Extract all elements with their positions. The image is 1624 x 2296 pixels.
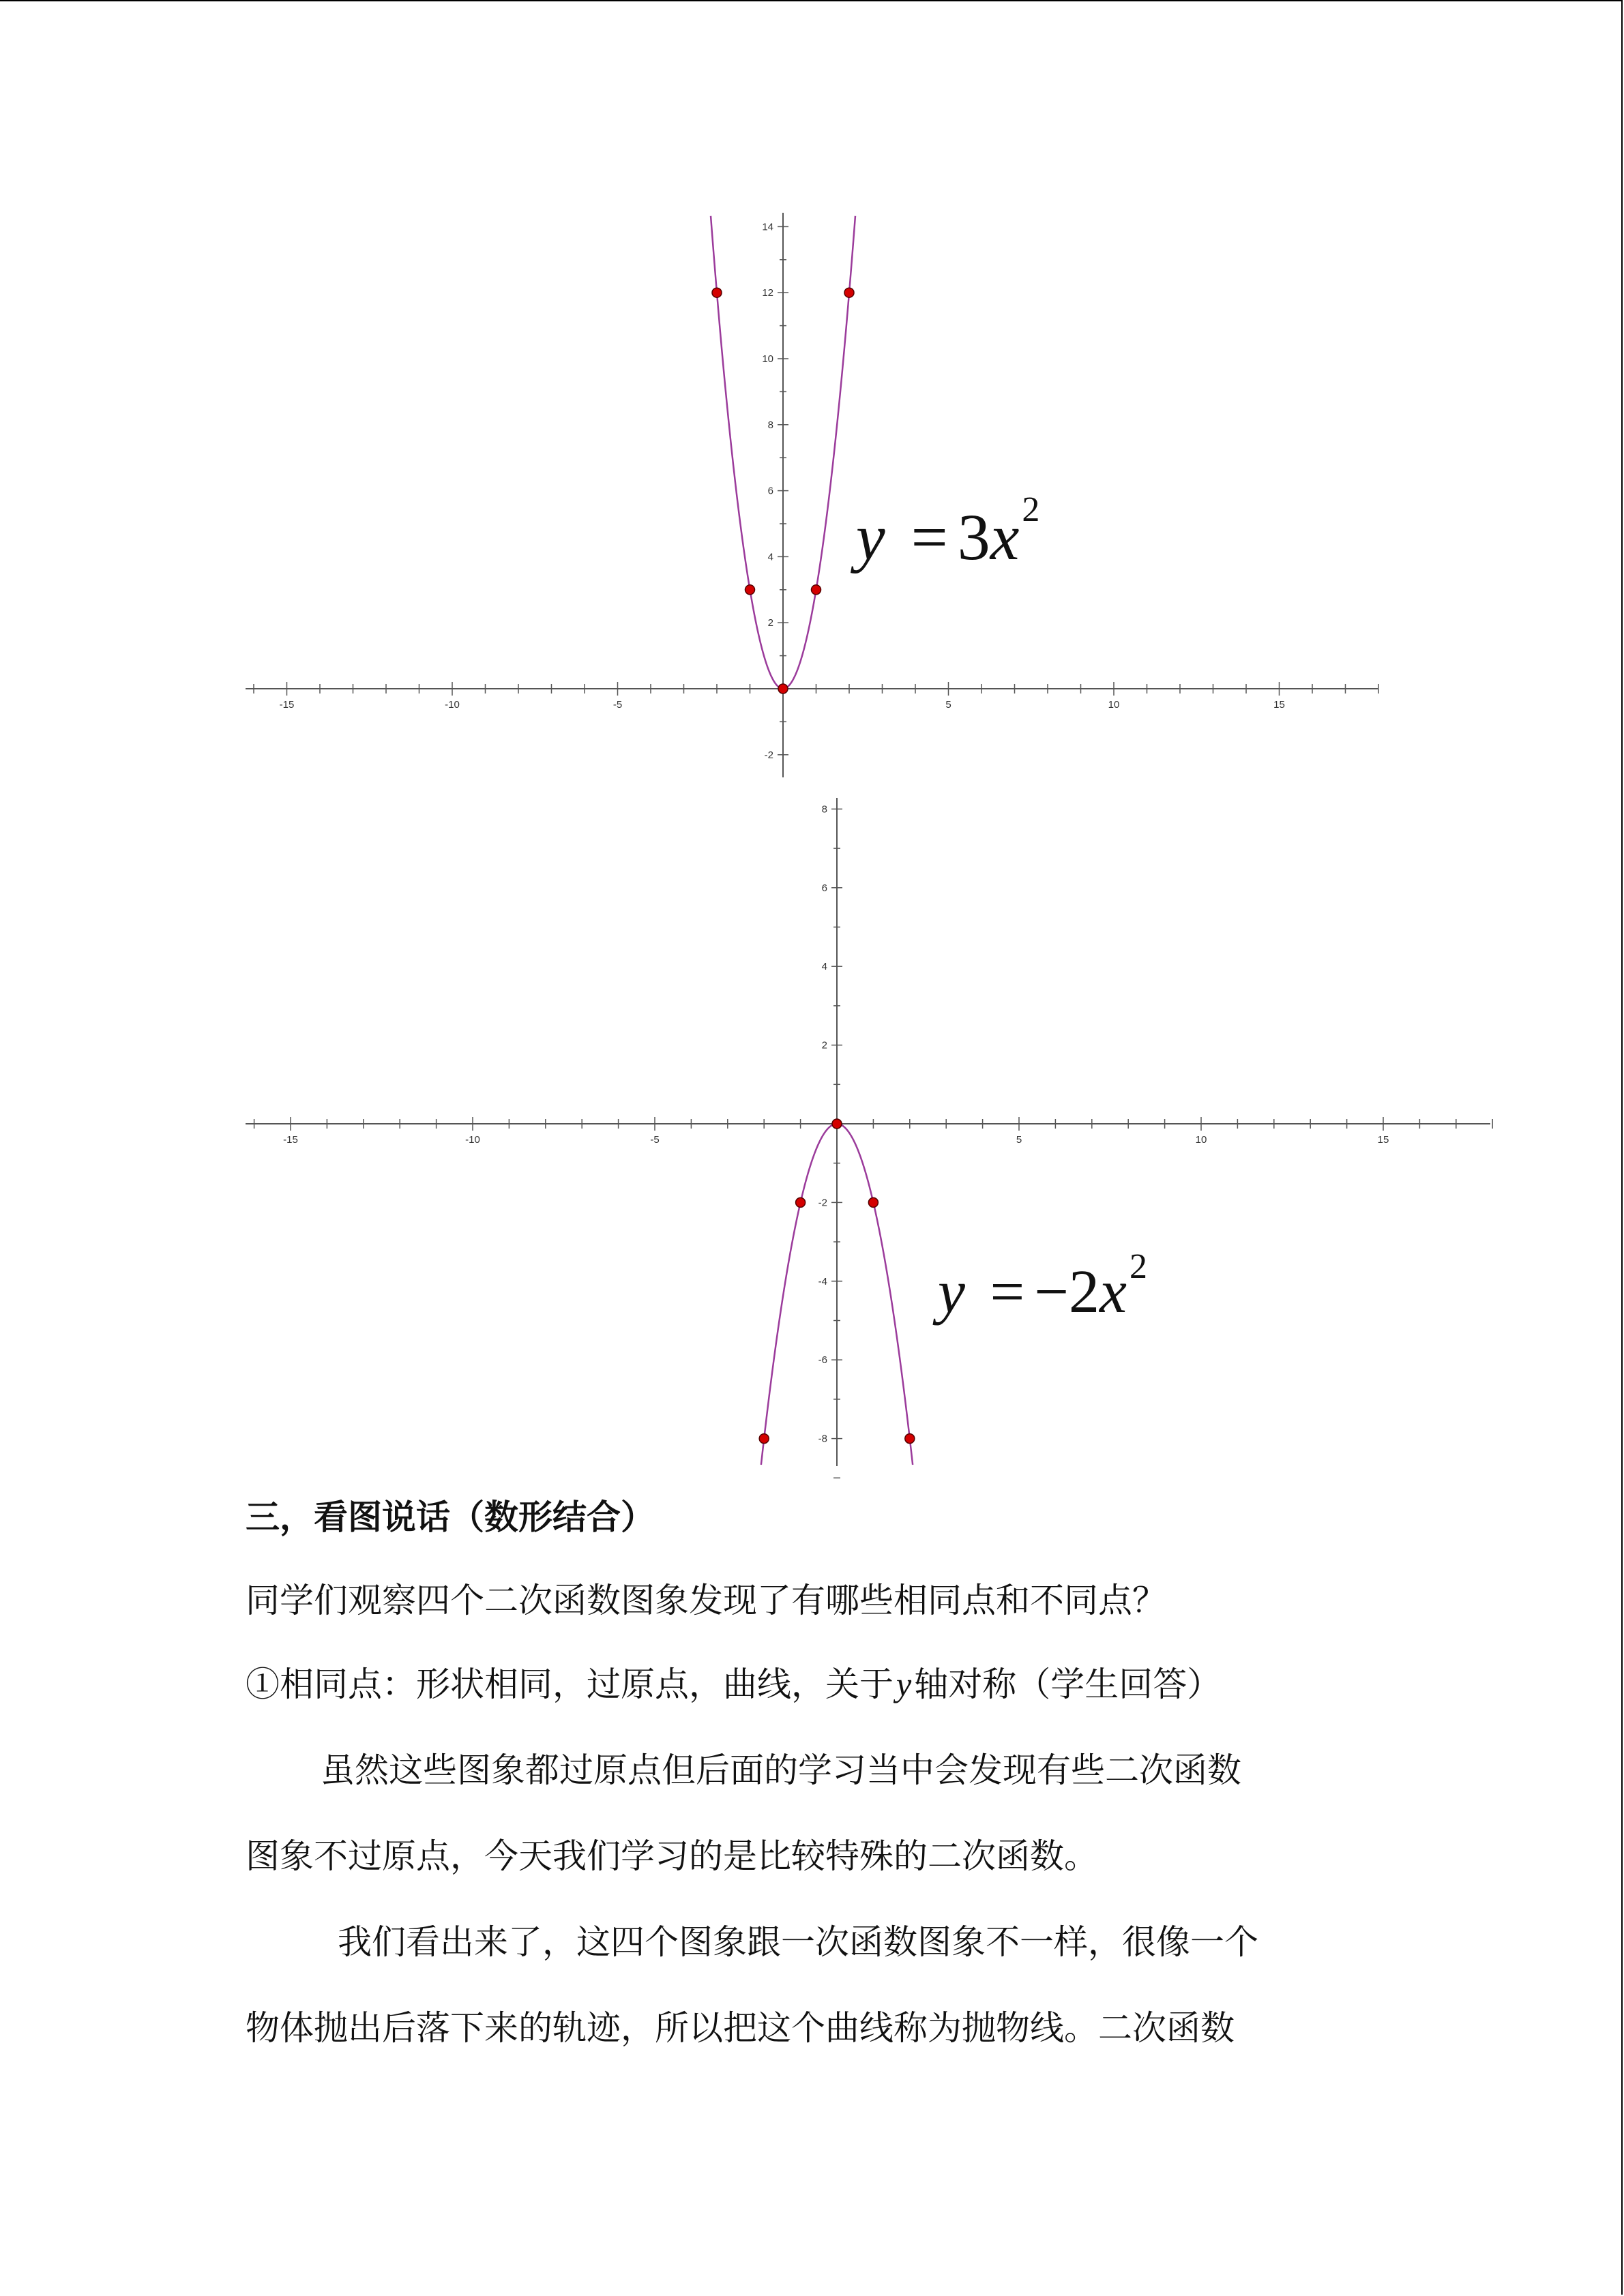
y-tick-label: -8 <box>818 1433 827 1445</box>
formula-1-coef: 3 <box>957 501 990 573</box>
paragraph-1-line-2: 图象不过原点，今天我们学习的是比较特殊的二次函数。 <box>246 1836 1098 1876</box>
formula-y-neg2x2 <box>938 1247 1147 1326</box>
data-point <box>812 585 821 595</box>
answer-var: y <box>896 1665 912 1703</box>
y-tick-label: -6 <box>818 1354 827 1367</box>
question-line: 同学们观察四个二次函数图象发现了有哪些相同点和不同点？ <box>246 1581 1166 1620</box>
formula-2-coef: −2 <box>1034 1258 1099 1326</box>
x-tick-label: 15 <box>1273 699 1285 711</box>
y-tick-label: 10 <box>762 353 773 365</box>
y-tick-label: 12 <box>762 287 773 299</box>
x-tick-label: -5 <box>650 1134 660 1146</box>
y-tick-label: 8 <box>821 803 827 816</box>
answer-line <box>246 1665 1405 1704</box>
y-tick-label: 14 <box>762 221 773 233</box>
formula-2-eq: = <box>990 1258 1025 1326</box>
y-tick-label: 6 <box>767 485 773 497</box>
x-tick-label: 5 <box>1016 1134 1022 1146</box>
graph-y-3x2 <box>0 205 1624 791</box>
answer-before: ①相同点：形状相同，过原点，曲线，关于 <box>246 1665 894 1704</box>
data-point <box>844 288 854 297</box>
x-tick-label: 15 <box>1377 1134 1389 1146</box>
y-tick-label: 2 <box>767 617 773 629</box>
x-tick-label: -10 <box>465 1134 480 1146</box>
paragraph-2-line-2: 物体抛出后落下来的轨迹，所以把这个曲线称为抛物线。二次函数 <box>246 2008 1235 2048</box>
y-tick-label: 6 <box>821 882 827 894</box>
y-tick-label: -4 <box>818 1275 827 1287</box>
paragraph-2-line-1: 我们看出来了，这四个图象跟一次函数图象不一样，很像一个 <box>338 1922 1258 1962</box>
data-point <box>832 1119 842 1129</box>
y-tick-label: 4 <box>767 551 773 563</box>
formula-1-y: y <box>856 501 885 573</box>
x-tick-label: -15 <box>283 1134 298 1146</box>
x-tick-label: 10 <box>1195 1134 1207 1146</box>
formula-2-y: y <box>938 1258 965 1326</box>
y-tick-label: -2 <box>818 1197 827 1209</box>
formula-1-exp: 2 <box>1022 490 1040 529</box>
formula-1-eq: = <box>911 501 948 573</box>
x-tick-label: 10 <box>1108 699 1120 711</box>
answer-after: 轴对称（学生回答） <box>914 1665 1222 1704</box>
y-tick-label: -2 <box>764 749 773 761</box>
data-point <box>905 1434 915 1444</box>
data-point <box>712 288 722 297</box>
y-tick-label: 4 <box>821 961 827 973</box>
data-point <box>745 585 755 595</box>
formula-1-x: x <box>990 501 1020 573</box>
y-tick-label: 8 <box>767 419 773 431</box>
data-point <box>796 1197 806 1207</box>
data-point <box>759 1434 769 1444</box>
y-tick-label: 2 <box>821 1039 827 1052</box>
graph-y-neg2x2 <box>0 791 1624 1473</box>
formula-2-exp: 2 <box>1129 1247 1147 1286</box>
data-point <box>868 1197 878 1207</box>
x-tick-label: -10 <box>445 699 460 711</box>
paragraph-1-line-1: 虽然这些图象都过原点但后面的学习当中会发现有些二次函数 <box>321 1750 1241 1790</box>
data-point <box>778 684 788 694</box>
x-tick-label: 5 <box>945 699 951 711</box>
formula-2-x: x <box>1099 1258 1127 1326</box>
x-tick-label: -15 <box>279 699 295 711</box>
section-heading: 三，看图说话（数形结合） <box>246 1497 655 1537</box>
x-tick-label: -5 <box>612 699 623 711</box>
formula-y-3x2 <box>856 490 1040 573</box>
